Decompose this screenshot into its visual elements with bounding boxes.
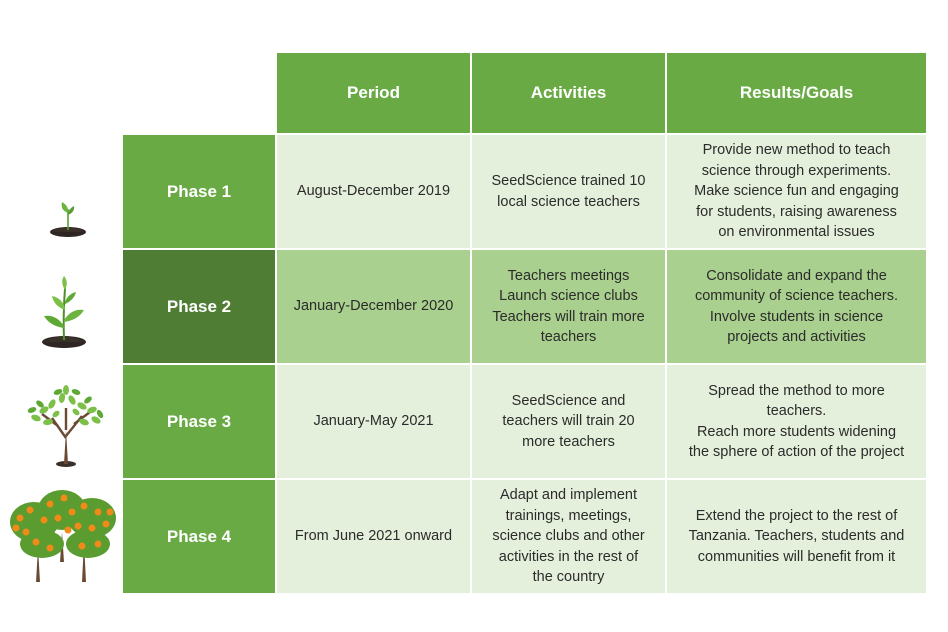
activity-line: local science teachers <box>497 193 640 210</box>
activity-line: SeedScience and <box>511 392 626 409</box>
period-header: Period <box>276 52 471 134</box>
phase-label: Phase 3 <box>122 364 276 479</box>
result-line: the sphere of action of the project <box>688 444 905 460</box>
activity-line: more teachers <box>522 433 615 450</box>
table-row <box>122 249 927 364</box>
result-line: on environmental issues <box>718 224 875 241</box>
activity-line: Launch science clubs <box>499 288 638 304</box>
result-line: Involve students in science <box>709 308 884 325</box>
activities-cell <box>471 249 666 364</box>
period-cell: January-May 2021 <box>276 364 471 479</box>
activity-line: Teachers will train more <box>492 308 645 325</box>
header-row <box>122 52 927 134</box>
table-row <box>122 134 927 249</box>
period-cell: August-December 2019 <box>276 134 471 249</box>
activity-line: Teachers meetings <box>507 267 630 284</box>
table-row <box>122 364 927 479</box>
activity-line: Adapt and implement <box>499 487 638 504</box>
result-line: Consolidate and expand the <box>706 267 887 284</box>
seedling-icon <box>46 196 90 238</box>
result-line: projects and activities <box>727 329 866 345</box>
result-line: for students, raising awareness <box>696 203 897 220</box>
activity-line: activities in the rest of <box>498 548 639 565</box>
activity-line: science clubs and other <box>492 528 645 545</box>
blank-corner-cell <box>122 52 276 134</box>
activities-cell <box>471 479 666 594</box>
activity-line: SeedScience trained 10 <box>491 173 646 189</box>
result-line: Reach more students widening <box>696 423 897 440</box>
activity-line: the country <box>532 569 605 586</box>
activities-cell <box>471 134 666 249</box>
result-line: Extend the project to the rest of <box>695 507 898 524</box>
results-cell <box>666 249 927 364</box>
result-line: Tanzania. Teachers, students and <box>688 528 905 545</box>
result-line: teachers. <box>766 403 827 419</box>
results-cell <box>666 479 927 594</box>
period-cell: January-December 2020 <box>276 249 471 364</box>
results-cell <box>666 134 927 249</box>
orange-trees-icon <box>6 482 120 586</box>
tree-icon <box>22 378 106 468</box>
period-cell: From June 2021 onward <box>276 479 471 594</box>
result-line: Make science fun and engaging <box>694 183 899 200</box>
activities-cell <box>471 364 666 479</box>
phase-label: Phase 1 <box>122 134 276 249</box>
table-row <box>122 479 927 594</box>
activity-line: teachers <box>540 329 597 345</box>
activity-line: trainings, meetings, <box>505 507 632 524</box>
result-line: communities will benefit from it <box>697 548 896 565</box>
results-cell <box>666 364 927 479</box>
result-line: Spread the method to more <box>708 382 885 399</box>
result-line: Provide new method to teach <box>702 142 891 159</box>
result-line: community of science teachers. <box>694 288 899 304</box>
project-phases-table <box>121 51 928 595</box>
phase-label: Phase 4 <box>122 479 276 594</box>
activities-header: Activities <box>471 52 666 134</box>
results-header: Results/Goals <box>666 52 927 134</box>
young-plant-icon <box>38 276 90 350</box>
activity-line: teachers will train 20 <box>502 413 635 430</box>
result-line: science through experiments. <box>701 162 892 179</box>
phase-label: Phase 2 <box>122 249 276 364</box>
